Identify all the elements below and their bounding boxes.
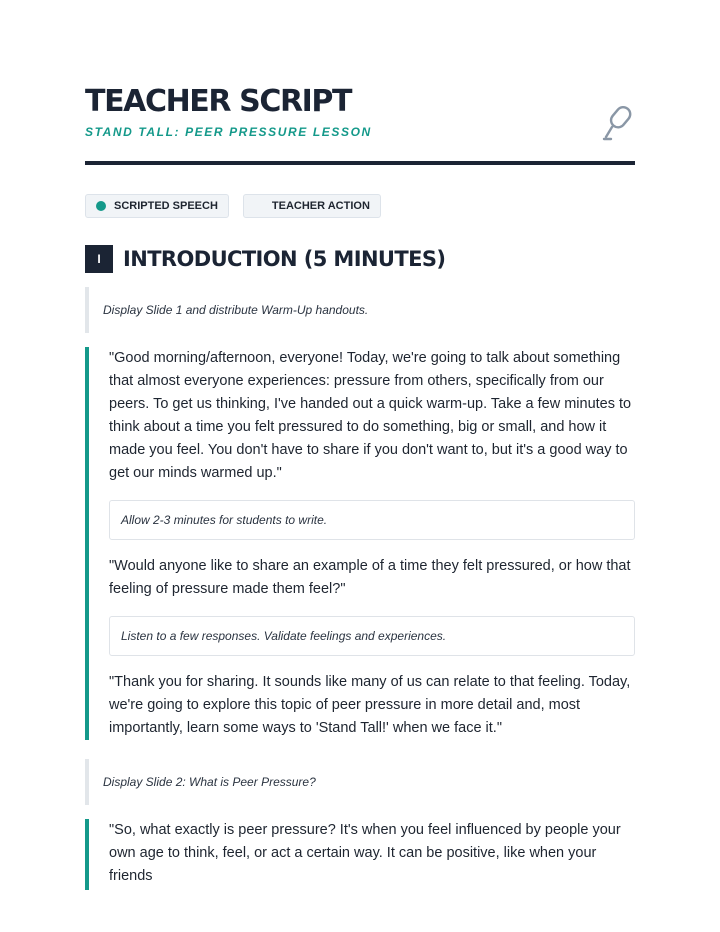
document-header [85, 0, 635, 166]
section-number-badge: I [85, 245, 113, 273]
legend-speech-label: SCRIPTED SPEECH [114, 200, 218, 212]
teacher-script-page [85, 0, 635, 884]
speech-paragraph: "Good morning/afternoon, everyone! Today, we're going to talk about something that almost everyone experiences: pressure from others, specifically from our peers. To get us thinking, I've handed out a quick warm-up. Take a few minutes to think about a time you felt pressured to do something, big or small, and how it made you feel. You don't have to share if you don't want to, but it's a good way to get our minds warmed up." [109, 350, 632, 481]
inline-teacher-action: Listen to a few responses. Validate feelings and experiences. [109, 616, 635, 656]
legend [85, 194, 381, 218]
header-divider [85, 161, 635, 165]
scripted-speech-block [85, 819, 635, 890]
action-swatch-icon [254, 201, 264, 211]
document-subtitle: STAND TALL: PEER PRESSURE LESSON [85, 125, 372, 139]
speech-dot-icon [96, 201, 106, 211]
legend-teacher-action [243, 194, 381, 218]
section-heading [85, 245, 445, 273]
microphone-icon [601, 104, 635, 142]
legend-action-label: TEACHER ACTION [271, 200, 370, 212]
speech-paragraph: "So, what exactly is peer pressure? It's when you feel influenced by people your own age to think, feel, or act a certain way. It can be positive, like when your friends [109, 822, 621, 884]
speech-paragraph: "Would anyone like to share an example of a time they felt pressured, or how that feeling of pressure made them feel?" [109, 558, 631, 597]
legend-scripted-speech [85, 194, 229, 218]
teacher-action-note: Display Slide 1 and distribute Warm-Up handouts. [85, 287, 635, 333]
inline-teacher-action: Allow 2-3 minutes for students to write. [109, 500, 635, 540]
scripted-speech-block [85, 347, 635, 740]
teacher-action-note: Display Slide 2: What is Peer Pressure? [85, 759, 635, 805]
section-title: INTRODUCTION (5 MINUTES) [123, 247, 446, 271]
document-title: TEACHER SCRIPT [85, 84, 352, 119]
speech-paragraph: "Thank you for sharing. It sounds like many of us can relate to that feeling. Today, we're going to explore this topic of peer pressure in more detail and, most importantly, learn some ways to 'Stand Tall!' when we face it." [109, 674, 631, 736]
